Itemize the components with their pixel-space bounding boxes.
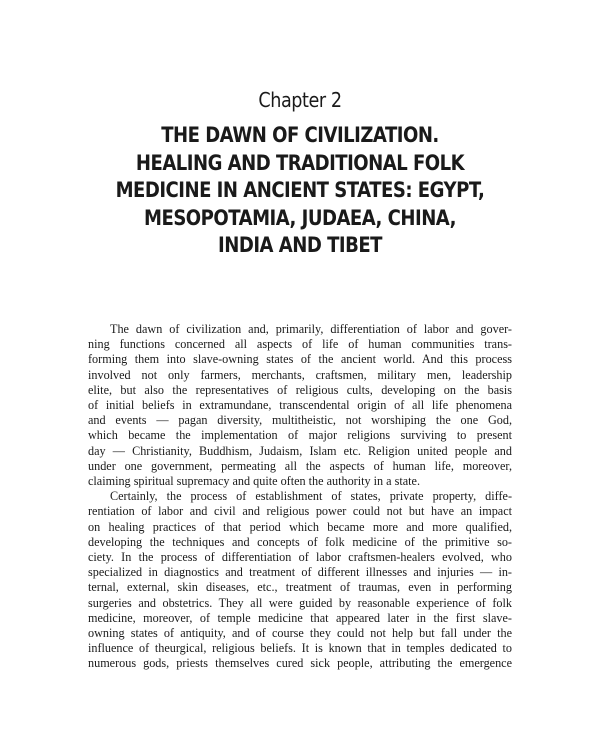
- text-line: forming them into slave-owning states of the ancient world. And this process: [88, 352, 512, 367]
- text-line: influence of theurgical, religious beliefs. It is known that in temples dedicated to: [88, 641, 512, 656]
- chapter-title-line: INDIA AND TIBET: [218, 233, 382, 257]
- paragraph-1: [88, 322, 512, 489]
- text-line: specialized in diagnostics and treatment of different illnesses and injuries — in-: [88, 565, 512, 580]
- chapter-title-line: HEALING AND TRADITIONAL FOLK: [135, 150, 465, 175]
- text-line: ciety. In the process of differentiation of labor craftsmen-healers evolved, who: [88, 550, 512, 565]
- text-line: involved not only farmers, merchants, craftsmen, military men, leadership: [88, 367, 512, 382]
- text-line: medicine, moreover, of temple medicine that appeared later in the first slave-: [88, 610, 512, 625]
- text-line: and events — pagan diversity, multitheistic, not worshiping the one God,: [88, 413, 512, 428]
- text-line: surgeries and obstetrics. They all were guided by reasonable experience of folk: [88, 595, 512, 610]
- text-line: developing the techniques and concepts of folk medicine of the primitive so-: [88, 534, 512, 549]
- chapter-title-line: THE DAWN OF CIVILIZATION.: [161, 123, 439, 147]
- text-line: of initial beliefs in extramundane, transcendental origin of all life phenomena: [88, 398, 512, 413]
- text-line: ternal, external, skin diseases, etc., treatment of traumas, even in performing: [88, 580, 512, 595]
- chapter-title-line: MEDICINE IN ANCIENT STATES: EGYPT,: [115, 178, 485, 202]
- text-line: which became the implementation of major religions surviving to present: [88, 428, 512, 443]
- text-line: owning states of antiquity, and of course they could not help but fall under the: [88, 626, 512, 641]
- chapter-label: Chapter 2: [258, 88, 342, 112]
- paragraph-2: [88, 489, 512, 671]
- text-line: numerous gods, priests themselves cured sick people, attributing the emergence: [88, 656, 512, 671]
- text-line: under one government, permeating all the aspects of human life, moreover,: [88, 458, 512, 473]
- text-line: Certainly, the process of establishment of states, private property, diffe-: [110, 489, 512, 504]
- chapter-title: [60, 122, 540, 260]
- text-line: elite, but also the representatives of religious cults, developing on the basis: [88, 382, 512, 397]
- text-line: day — Christianity, Buddhism, Judaism, Islam etc. Religion united people and: [88, 443, 512, 458]
- text-line: on healing practices of that period which became more and more qualified,: [88, 519, 512, 534]
- text-line: ning functions concerned all aspects of life of human communities trans-: [88, 337, 512, 352]
- chapter-title-line: MESOPOTAMIA, JUDAEA, CHINA,: [144, 205, 456, 230]
- text-line: claiming spiritual supremacy and quite often the authority in a state.: [88, 474, 421, 489]
- body-text: [88, 322, 512, 672]
- text-line: The dawn of civilization and, primarily, differentiation of labor and gover-: [110, 322, 512, 336]
- text-line: rentiation of labor and civil and religious power could not but have an impact: [88, 504, 512, 519]
